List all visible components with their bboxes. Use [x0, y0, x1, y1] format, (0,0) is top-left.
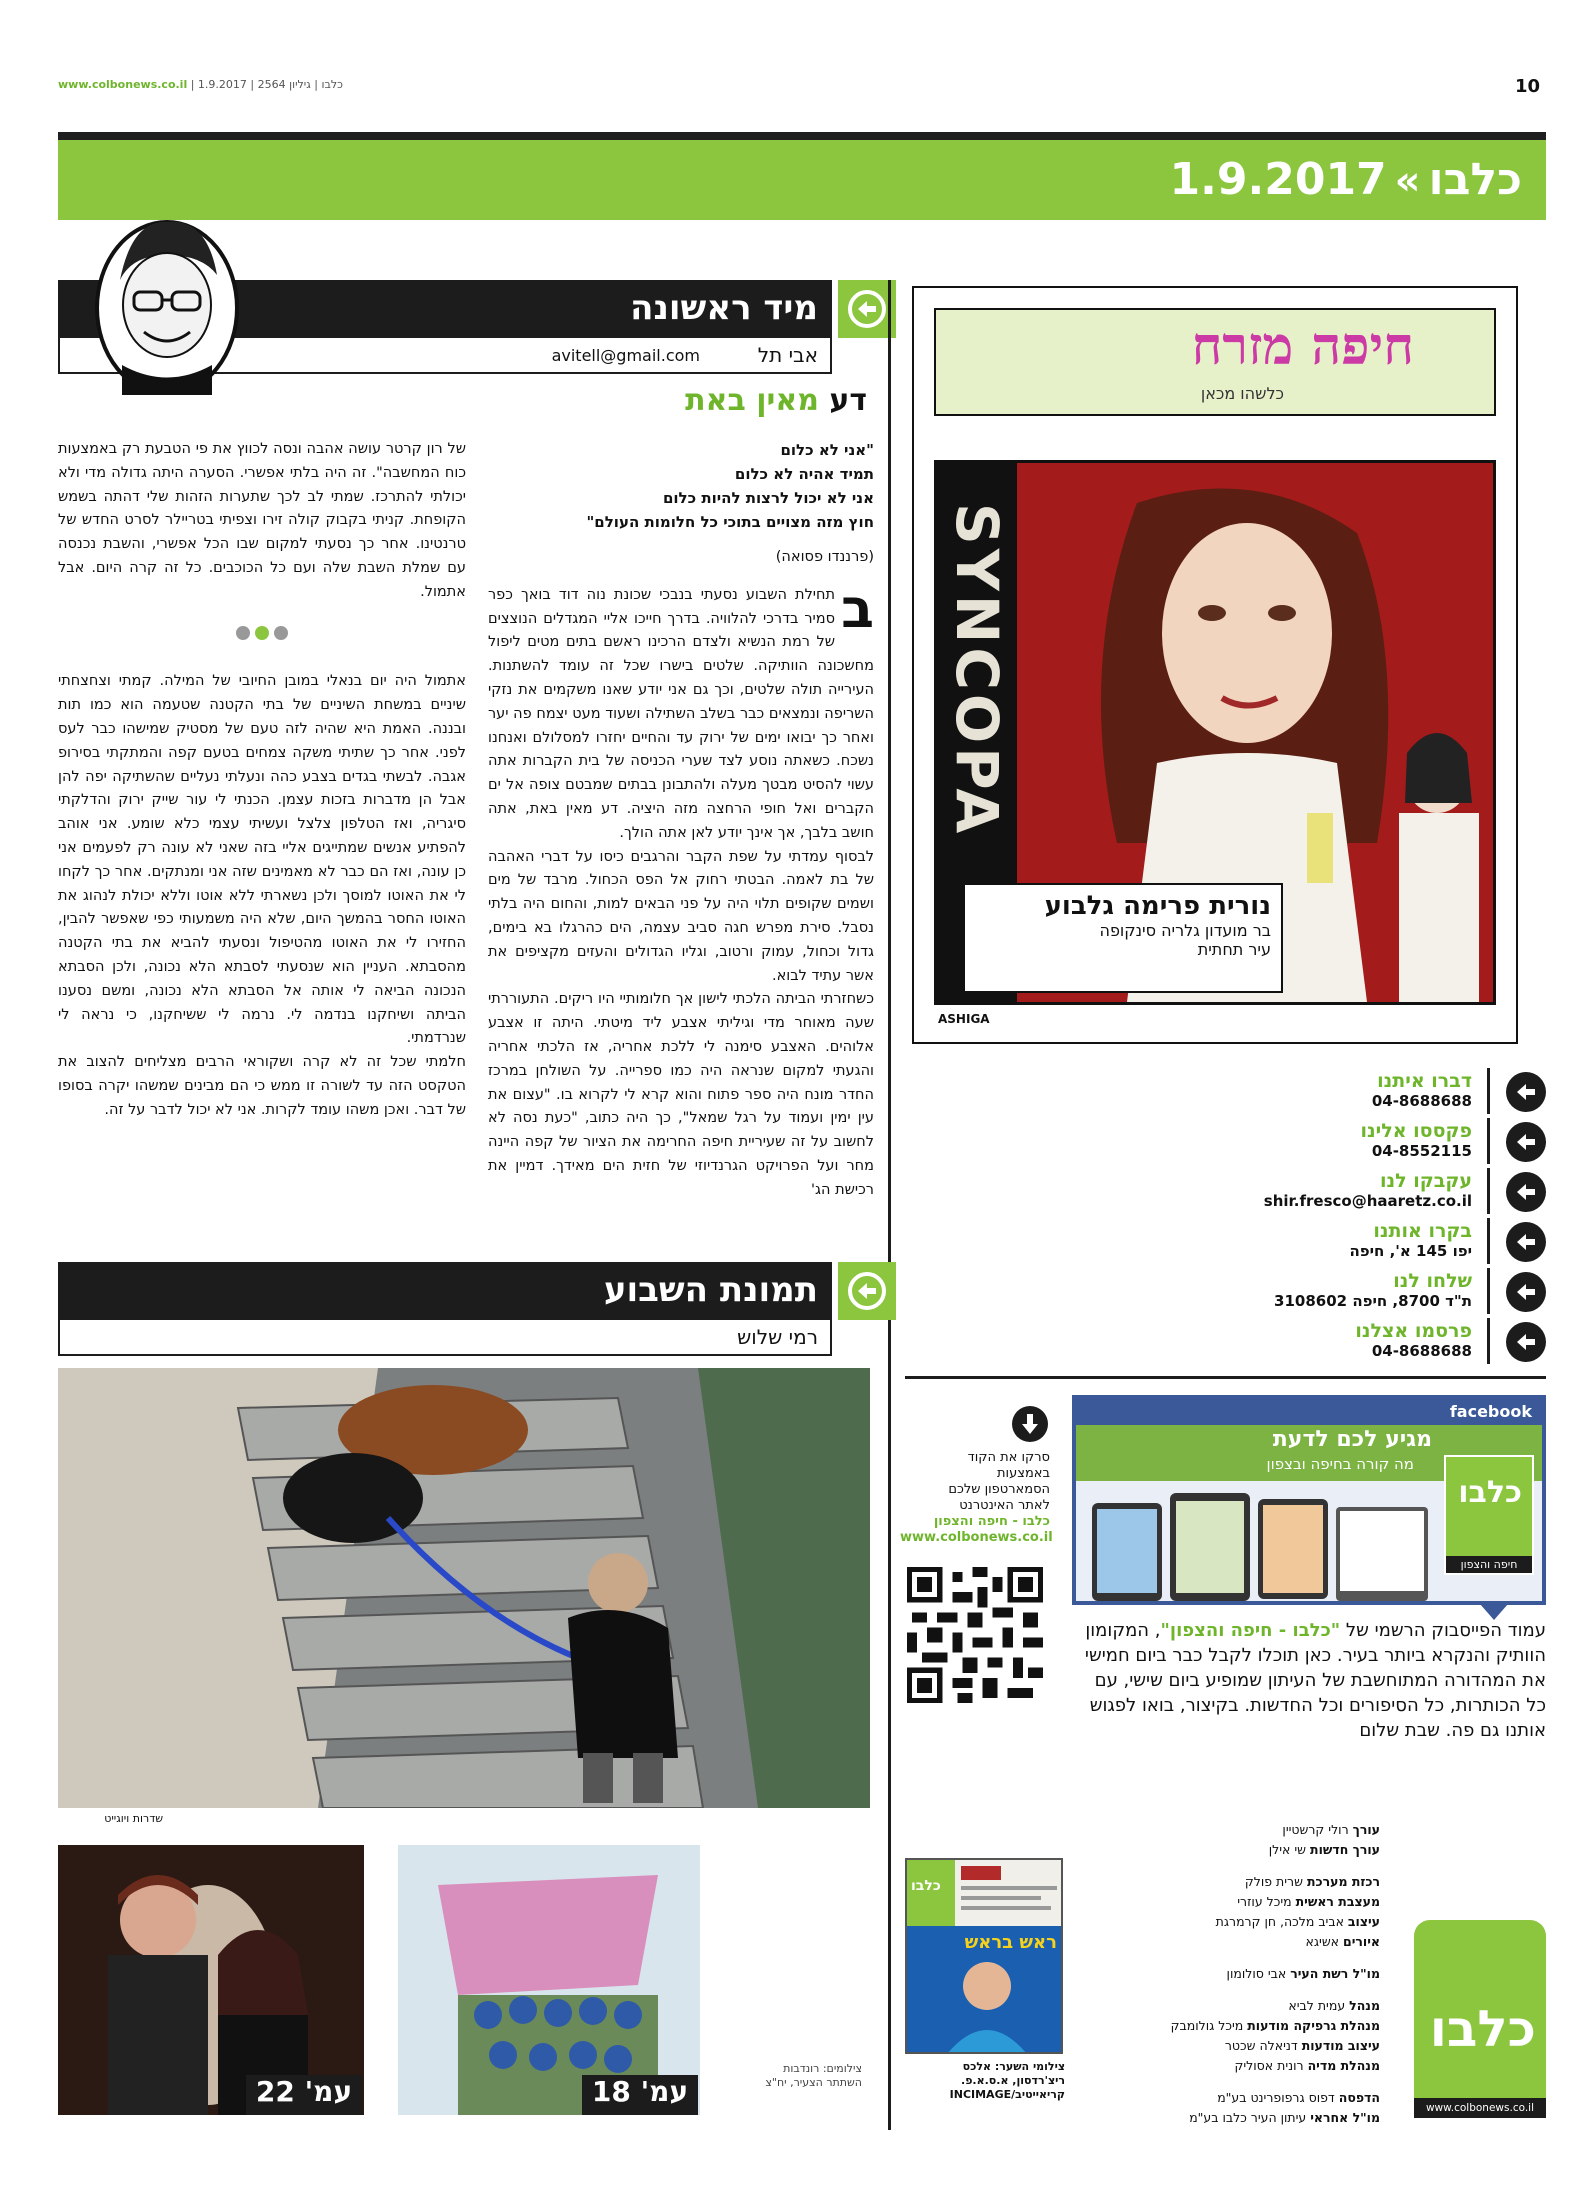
- banner-date: 1.9.2017: [1169, 154, 1387, 205]
- paragraph: של רון קרטר עושה אהבה ונסה לכווץ את פי הטבעת רק באמצעות כוח המחשבה". זה היה בלתי אפשרי. הסערה היתה גדולה מדי ולא יכולתי להתרכז. שמתי לב לכך שתערות הזהות שלי דהתה בשמש הקופחת. קניתי בקבוק קולה זירו וצפיתי בטריילר לסרט החדש של טרנטינו. אחר כך נסעתי למקום שבו הכל אפשרי, והשבת נכנסה עם שמלת השבת שלה ועם כל הכוכבים. כל זה קרה היום. אבל אתמול.: [58, 441, 466, 600]
- contact-value: 04-8552115: [1371, 1142, 1472, 1160]
- credit-role: מנהלת מדיה: [1307, 2058, 1380, 2073]
- contact-mail[interactable]: [1180, 1268, 1546, 1316]
- poster-illustration: [912, 286, 1518, 1044]
- paragraph: חלמתי שכל זה לא קרה ושקוראי הרבים מצליחים להצוב את הטקסט הזה עד לשורה זו ממש כי הם מבינים שמשהו יקרה בסופו של דבר. ואכן משהו עומד לקרות. אני לא יכול לדבר על זה.: [58, 1054, 466, 1118]
- banner-brand: כלבו: [1428, 154, 1522, 205]
- credit-line: צילומי השער: אלכס: [962, 2060, 1065, 2073]
- credit-role: עורך חדשות: [1310, 1842, 1380, 1857]
- contact-value: shir.fresco@haaretz.co.il: [1263, 1192, 1472, 1210]
- arrow-left-icon: [1506, 1222, 1546, 1262]
- dropcap: ב: [841, 576, 874, 640]
- credit-row: [1090, 2108, 1380, 2128]
- staff-credits: [1090, 1820, 1380, 2140]
- issue-meta: [58, 78, 343, 91]
- desc-name: "כלבו - חיפה והצפון": [1160, 1620, 1341, 1641]
- credit-row: [1090, 1964, 1380, 1984]
- paragraph: אתמול היה יום בנאלי במובן החיובי של המילה. קמתי וצחצחתי שיניים במשחת השיניים של בתי הקטנה שטעמה הוא כמו תות ובננה. האמת היא שהיה לזה טעם של מסטיק שמישהו כבר לעס לפני. אחר כך שתיתי משקה צמחים בטעם קפה והמתקתי בסירופ אגבה. לבשתי בגדים בצבע כהה ונעלתי נעליים שהשתיקה יפה להן אבל הן מדברות בזכות עצמן. הכנתי לי עור שייק ירוק והדלקתי סיגריה, ואז הטלפון צלצל ועשיתי עצמי כלא שומע. אני אוהב להפתיע אנשים שמתייגים אליי בזה שאני לא עונה רק לפעמים אני כן עונה, ואז הם כבר לא מאמינים שזה אני ומנתקים. אחר כך לקחו לי את האוטו למוסך ולכן נשארתי ללא אוטו וללא יכולת לנהוג את האוטו החסר בהמשך היום, שלא היה משמעותי כפי שאפשר להבין, החזירו לי את האוטו מהטיפול ונסעתי להביא את בתי הקטנה מהסבתא. העניין הוא שנסעתי לסבתא הלא נכונה, ולכן הסבתא הנכונה הביאה לי אותה אל הסבתא הלא נכונה, ומשם נסענו הביתה ושיחקנו בנדמה לי. נרמה לי ששיחקנו, כי נראה לי שנרדמתי.: [58, 673, 466, 1047]
- credit-role: מו"ל רשת העיר: [1290, 1966, 1380, 1981]
- poster-title-box: [934, 308, 1496, 416]
- credit-role: עיצוב מודעות: [1301, 2038, 1380, 2053]
- star-icon: [255, 626, 269, 640]
- credit-row: [1090, 1932, 1380, 1952]
- poster-desc-2: עיר תחתית: [1197, 940, 1271, 959]
- credit-person: אבי סולומון: [1226, 1966, 1287, 1981]
- qr-line: סרקו את הקוד: [967, 1450, 1050, 1465]
- author-name: אבי תל: [757, 343, 818, 367]
- credit-person: עמית לביא: [1288, 1998, 1346, 2013]
- arrow-left-icon: [1506, 1322, 1546, 1362]
- credit-person: שי אילן: [1268, 1842, 1307, 1857]
- arrow-left-icon: [848, 290, 886, 328]
- banner-text: [1170, 154, 1522, 205]
- photo-section-title: תמונת השבוע: [603, 1270, 818, 1310]
- facebook-logo: facebook: [1449, 1402, 1532, 1421]
- issue-info: | כלבו | גיליון 2564 | 1.9.2017: [190, 78, 343, 91]
- author-caricature: [92, 200, 242, 395]
- paragraph: לבסוף עמדתי על שפת הקבר והרגבים כיסו על דברי האהבה של בת לאמה. הבטתי רחוק אל הפס הכחול. מרבד של מים ושמים שקופים תלוי היה על פני הבאים למות, והחום היה בלתי נסבל. סירת מפרש חגה סביב עצמה, הים כהרגלו בא בימים, גדול וכחול, עמוק ורטוב, וגליו הגדולים והעזים מקציפים את אשר עתיד לבוא.: [488, 848, 874, 984]
- double-chevron-icon: «: [1394, 158, 1421, 204]
- credit-person: רולי קרשטיין: [1282, 1822, 1349, 1837]
- teaser-page-badge-1[interactable]: [582, 2075, 698, 2115]
- column-headline: [685, 383, 867, 418]
- facebook-device-mockups: [1092, 1493, 1432, 1601]
- poster-signature: ASHIGA: [938, 1012, 990, 1026]
- contact-address[interactable]: [1180, 1218, 1546, 1266]
- credit-person: אשיגא: [1305, 1934, 1340, 1949]
- credit-row: [1090, 1912, 1380, 1932]
- page-number: 10: [1515, 76, 1541, 97]
- author-email[interactable]: avitell@gmail.com: [551, 346, 700, 365]
- rule: [905, 1376, 1546, 1379]
- credit-role: רכזת מערכת: [1306, 1874, 1380, 1889]
- qr-line: הסמארטפון שלכם: [948, 1482, 1050, 1497]
- credit-person: מיכל עוזרי: [1237, 1894, 1292, 1909]
- headline-part-a: דע: [829, 383, 867, 418]
- contact-separator: [1487, 1318, 1490, 1364]
- cover-thumbnail[interactable]: [905, 1858, 1063, 2054]
- credits-group: [1090, 2088, 1380, 2128]
- poster-title: חיפה מזרח: [1191, 316, 1414, 377]
- contact-value: יפו 145 א', חיפה: [1349, 1242, 1472, 1260]
- contact-label: בקרו אותנו: [1373, 1220, 1472, 1242]
- facebook-promo[interactable]: [1072, 1395, 1546, 1605]
- desc-lead: עמוד הפייסבוק הרשמי של: [1340, 1620, 1546, 1641]
- logo-subtext: חיפה והצפון: [1446, 1556, 1532, 1573]
- badge-text: עמ' 22: [255, 2075, 353, 2108]
- qr-instructions: [900, 1450, 1053, 1546]
- credit-role: עורך: [1352, 1822, 1380, 1837]
- headline-part-b: מאין באת: [685, 383, 819, 418]
- credit-role: מנהל: [1349, 1998, 1380, 2013]
- credit-person: אביב מלכה, חן קרמרגת: [1215, 1914, 1344, 1929]
- photographer-bar: [58, 1320, 832, 1356]
- credit-role: מו"ל אחראי: [1310, 2110, 1380, 2125]
- photo-arrow-button[interactable]: [838, 1262, 896, 1320]
- poem-line: תמיד אהיה לא כלום: [734, 465, 874, 483]
- cover-logo-box: [907, 1860, 955, 1926]
- paragraph: כשחזרתי הביתה הלכתי לישון אך חלומותיי היו ריקים. התעוררתי שעה מאוחר מדי וגיליתי אצבע ליד מיטתי. היתה זו אצבע אלוהים. האצבע סימנה לי ללכת אחריה, אז הלכתי אחריה והגעתי למקום שנראה היה כמו ספרייה. על השולחן במרכז החדר מונח היה ספר פתוח והוא קרא לי לקרוא בו. "עצום את עין ימין ועמוד על רגל שמאל", כך היה כתוב, "כעת נסה לא לחשוב על זה שעיריית חיפה החרימה את הציור של קפה היינה מחר ועל הפרויקט הגרנדיוזי של חזית הים מאידך. דמיין את רכישת הג': [488, 991, 874, 1198]
- cover-headline: ראש בראש: [964, 1932, 1057, 1953]
- contact-label: פקססו אלינו: [1360, 1120, 1472, 1142]
- arrow-left-icon: [1506, 1172, 1546, 1212]
- site-url[interactable]: www.colbonews.co.il: [58, 78, 188, 91]
- arrow-left-icon: [1506, 1072, 1546, 1112]
- column-text-right: [488, 438, 874, 1248]
- brand-logo-url: www.colbonews.co.il: [1414, 2098, 1546, 2118]
- qr-line: לאתר האינטרנט: [959, 1498, 1050, 1513]
- credits-group: [1090, 1996, 1380, 2076]
- contact-label: שלחו לנו: [1393, 1270, 1472, 1292]
- credit-row: [1090, 1820, 1380, 1840]
- qr-line: באמצעות: [997, 1466, 1050, 1481]
- paragraph-text: תחילת השבוע נסעתי בנבכי שכונת נוה דוד בואך כפר סמיר בדרכי להלוויה. בדרך חייכו אליי המגדלים הנוצצים של רמת הנשיא ולצדם הרכינו ראשם בתים מטים ליפול מחשכונה הוותיקה. שלטים בישרו שכל זה עומד להשתנות. העירייה תולה שלטים, וכך גם אני יודע שאנו משקמים את נזקי השריפה ונמצאים כבר בשלב השתילה ושעוד מעט יצמח פה יער ואחר כך יבואו ימים של ירוק עד והחיים יחזרו למסלולם ואנחנו נשכח. כשאתה נוסע לצד שערי הכניסה של בית הקברות אתה עשוי להסיט מבטך מעלה ולהתבונן בבתים שמבטם צופה אל ים הקברים ואל חופי הרחצה מזה היציה. דע מאין באת, אתה חושב בלבך, אך אינך יודע לאן אתה הולך.: [488, 586, 874, 841]
- contact-fax[interactable]: [1180, 1118, 1546, 1166]
- credit-row: [1090, 1872, 1380, 1892]
- contact-label: דברו איתנו: [1377, 1070, 1472, 1092]
- credit-person: עיתון העיר כלבו בע"מ: [1189, 2110, 1307, 2125]
- contact-separator: [1487, 1118, 1490, 1164]
- contact-email[interactable]: [1180, 1168, 1546, 1216]
- credit-role: איורים: [1343, 1934, 1380, 1949]
- poster-name: נורית פרימה גלבוע: [1044, 891, 1271, 921]
- facebook-subhead: מה קורה בחיפה ובצפון: [1266, 1455, 1414, 1473]
- poem-line: חוץ מזה מצויים בתוכי כל חלומות העולם": [586, 513, 874, 531]
- credits-group: [1090, 1964, 1380, 1984]
- teaser-page-badge-2[interactable]: [246, 2075, 362, 2115]
- star-icon: [274, 626, 288, 640]
- contact-phone[interactable]: [1180, 1068, 1546, 1116]
- poem-credit: (פרננדו פסואה): [775, 549, 874, 565]
- cover-credits: [905, 2060, 1065, 2102]
- column-title: מיד ראשונה: [630, 288, 818, 328]
- contact-separator: [1487, 1068, 1490, 1114]
- credit-person: שרית פולק: [1244, 1874, 1303, 1889]
- contact-value: 04-8688688: [1371, 1342, 1472, 1360]
- credit-row: [1090, 2016, 1380, 2036]
- photographer-name: רמי שלוש: [737, 1325, 818, 1349]
- contact-separator: [1487, 1168, 1490, 1214]
- credit-row: [1090, 1840, 1380, 1860]
- credit-row: [1090, 2036, 1380, 2056]
- credit-line: השתתר הצעיר, יח"צ: [765, 2076, 862, 2089]
- qr-line: כלבו - חיפה והצפון: [933, 1514, 1050, 1529]
- qr-url[interactable]: www.colbonews.co.il: [900, 1530, 1053, 1545]
- photo-header-bar: [58, 1262, 832, 1320]
- credit-row: [1090, 1892, 1380, 1912]
- poster-side-word: SYNCOPA: [943, 503, 1011, 838]
- cover-ad-strip: [955, 1860, 1063, 1926]
- poem-line: אני לא יכול לרצות להיות כלום: [662, 489, 874, 507]
- credit-line: צילומים: רונדבות: [783, 2062, 862, 2075]
- column-text-left: [58, 438, 466, 1248]
- qr-code[interactable]: [902, 1562, 1048, 1708]
- credits-group: [1090, 1872, 1380, 1952]
- credit-row: [1090, 2056, 1380, 2076]
- facebook-headline: מגיע לכם לדעת: [1272, 1427, 1432, 1452]
- poem: [488, 438, 874, 534]
- facebook-topbar: [1076, 1399, 1542, 1425]
- column-divider: [888, 280, 891, 2130]
- credit-person: דפוס גרפופרינט בע"מ: [1217, 2090, 1335, 2105]
- arrow-left-icon: [1506, 1272, 1546, 1312]
- credit-role: הדפסה: [1338, 2090, 1380, 2105]
- credit-role: מנהלת גרפיקה מודעות: [1247, 2018, 1380, 2033]
- credit-person: דניאלה שכטר: [1224, 2038, 1298, 2053]
- brand-logo[interactable]: [1414, 1920, 1546, 2118]
- credit-person: רונית אסוליק: [1234, 2058, 1304, 2073]
- teaser-photo-credits: [712, 2062, 862, 2090]
- contact-separator: [1487, 1218, 1490, 1264]
- arrow-down-icon: [1012, 1406, 1048, 1442]
- credit-row: [1090, 2088, 1380, 2108]
- facebook-page-logo: [1444, 1455, 1534, 1575]
- desc-rest: , המקומון הוותיק והנקרא ביותר בעיר. כאן תוכלו לקבל כבר ביום חמישי את המהדורה המתוחשבת של העיתון שמופיע ביום שישי, עם כל הכותרות, כל הסיפורים וכל החדשות. בקיצור, בואו לפגוש אותנו גם פה. שבת שלום: [1084, 1620, 1546, 1741]
- credit-role: עיצוב: [1347, 1914, 1380, 1929]
- poster-portrait: [934, 460, 1496, 1005]
- poem-line: "אני לא כלום: [780, 441, 874, 459]
- credits-group: [1090, 1820, 1380, 1860]
- contact-value: 04-8688688: [1371, 1092, 1472, 1110]
- contact-value: ת"ד 8700, חיפה 3108602: [1274, 1292, 1472, 1310]
- poster-desc-1: בר מועדון גלריה סינקופה: [1099, 921, 1271, 940]
- cover-main: [907, 1926, 1063, 2054]
- contact-separator: [1487, 1268, 1490, 1314]
- contact-list: [1180, 1068, 1546, 1368]
- credit-row: [1090, 1996, 1380, 2016]
- facebook-description: [1072, 1618, 1546, 1743]
- section-banner: [58, 132, 1546, 220]
- credit-line: קריאייטיב/INCIMAGE: [949, 2088, 1065, 2101]
- star-icon: [236, 626, 250, 640]
- contact-label: פרסמו אצלנו: [1355, 1320, 1472, 1342]
- poster-subtitle: כלשהו מכאן: [1200, 384, 1284, 403]
- cover-logo: כלבו: [911, 1878, 941, 1894]
- arrow-left-icon: [1506, 1122, 1546, 1162]
- poster-name-card: [963, 883, 1283, 993]
- photo-of-the-week: [58, 1368, 870, 1808]
- credit-line: ריצ'רדסון, א.ס.א.פ.: [961, 2074, 1065, 2087]
- contact-label: עקבקו לנו: [1380, 1170, 1472, 1192]
- credit-person: מיכל גולומבק: [1170, 2018, 1244, 2033]
- logo-text: כלבו: [1458, 1475, 1522, 1510]
- section-divider-stars: [58, 625, 466, 649]
- photo-caption: שדרות ויוגייט: [104, 1812, 163, 1825]
- contact-advertise[interactable]: [1180, 1318, 1546, 1366]
- badge-text: עמ' 18: [591, 2075, 689, 2108]
- arrow-left-icon: [848, 1272, 886, 1310]
- credit-role: מעצבת ראשית: [1295, 1894, 1380, 1909]
- brand-logo-text: כלבו: [1429, 2000, 1536, 2058]
- paragraph: [488, 576, 874, 846]
